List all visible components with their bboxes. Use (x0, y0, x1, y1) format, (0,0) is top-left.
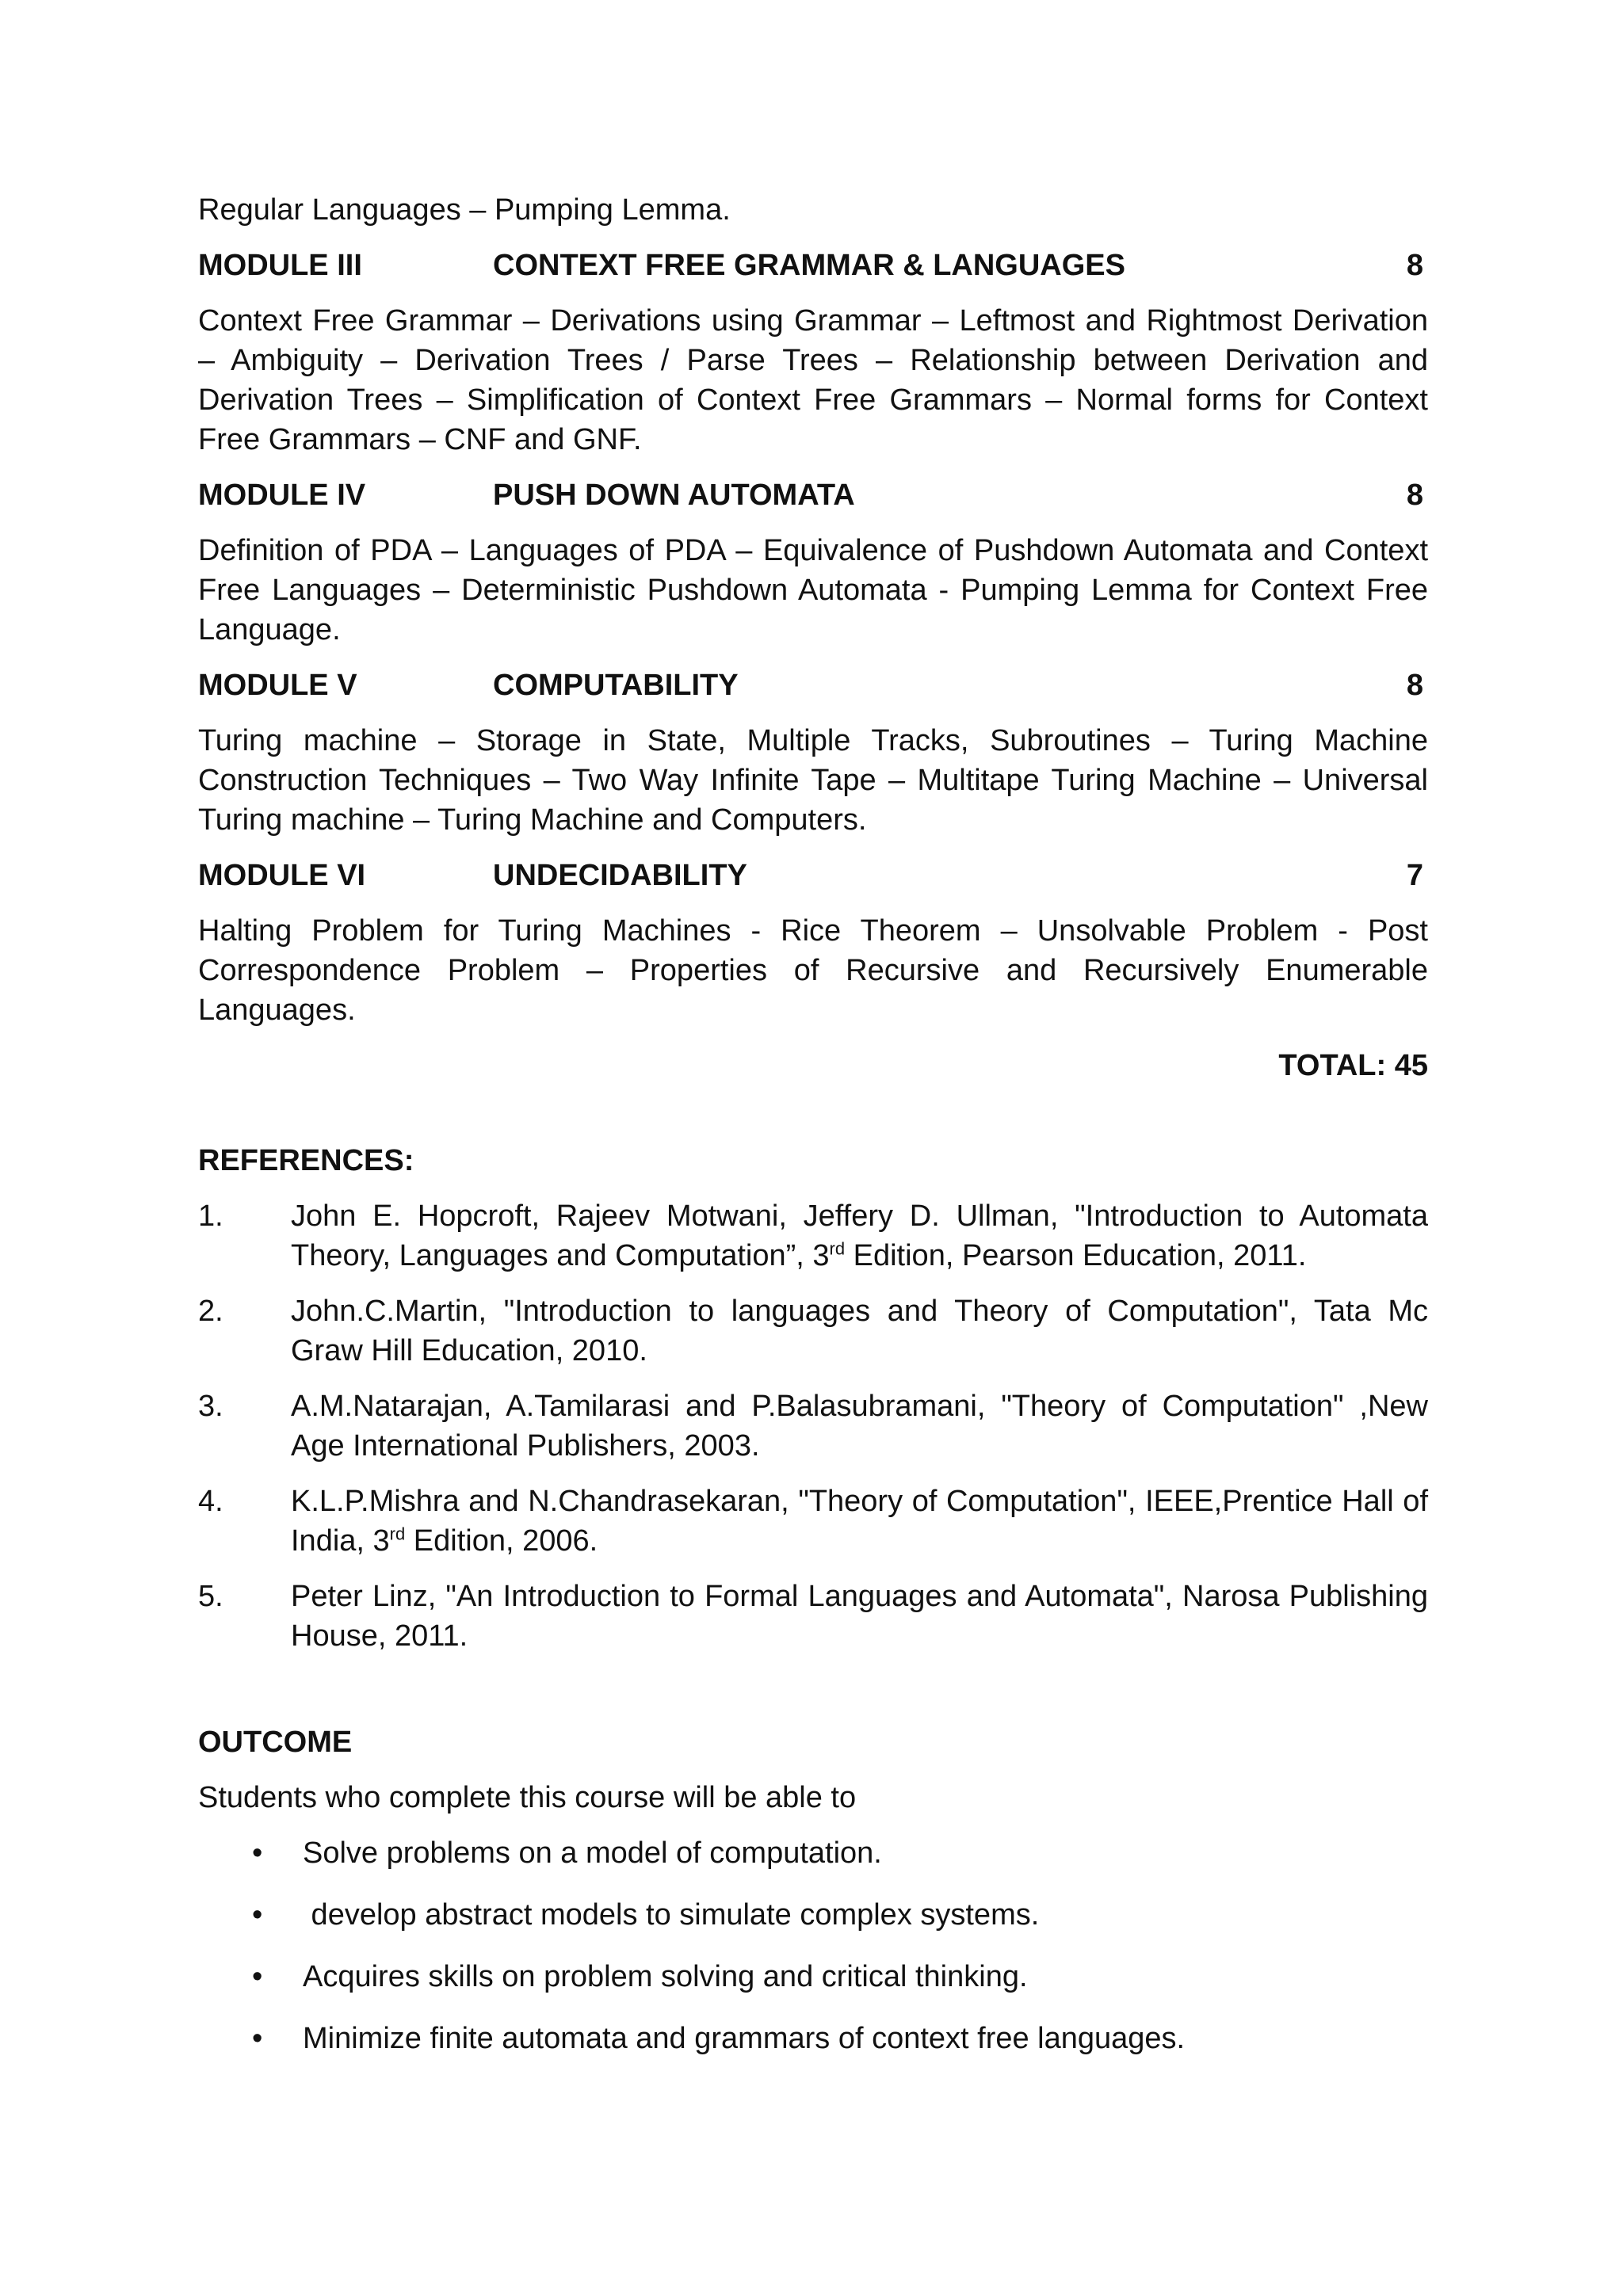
outcome-text: Acquires skills on problem solving and critical thinking. (303, 1960, 1028, 1993)
outcome-item (198, 1957, 1428, 1997)
reference-item (198, 1291, 1428, 1371)
module-number: MODULE IV (198, 479, 366, 512)
outcome-item (198, 1895, 1428, 1935)
bullet-icon: • (252, 1960, 263, 1993)
bullet-icon: • (252, 1898, 263, 1932)
reference-text-tail: Edition, 2006. (405, 1524, 598, 1558)
total-hours: TOTAL: 45 (1278, 1049, 1428, 1082)
reference-item (198, 1482, 1428, 1561)
reference-item (198, 1196, 1428, 1276)
module-hours: 8 (1406, 249, 1423, 282)
module-number: MODULE VI (198, 859, 366, 892)
reference-item (198, 1386, 1428, 1466)
module-heading (198, 666, 1428, 705)
outcome-item (198, 2019, 1428, 2058)
module-heading (198, 475, 1428, 515)
reference-text-main: John.C.Martin, "Introduction to languages and Theory of Computation", Tata Mc Graw Hill Education, 2010. (291, 1295, 1428, 1367)
reference-text-main: K.L.P.Mishra and N.Chandrasekaran, "Theory of Computation", IEEE,Prentice Hall of India, 3 (291, 1485, 1428, 1558)
outcome-text: Solve problems on a model of computation. (303, 1836, 882, 1870)
module-body: Halting Problem for Turing Machines - Rice Theorem – Unsolvable Problem - Post Correspondence Problem – Properties of Recursive and Recursively Enumerable Languages. (198, 914, 1428, 1027)
intro-line: Regular Languages – Pumping Lemma. (198, 193, 731, 227)
reference-text-main: A.M.Natarajan, A.Tamilarasi and P.Balasubramani, "Theory of Computation" ,New Age International Publishers, 2003. (291, 1390, 1428, 1463)
reference-text-tail: Edition, Pearson Education, 2011. (845, 1239, 1307, 1272)
module-hours: 7 (1406, 859, 1423, 892)
superscript: rd (389, 1524, 406, 1544)
module-title: PUSH DOWN AUTOMATA (493, 479, 855, 512)
references-list (198, 1196, 1428, 1656)
bullet-icon: • (252, 2022, 263, 2055)
module-heading (198, 856, 1428, 895)
module-title: UNDECIDABILITY (493, 859, 747, 892)
module-title: COMPUTABILITY (493, 669, 739, 702)
reference-text-main: Peter Linz, "An Introduction to Formal Languages and Automata", Narosa Publishing House, 2011. (291, 1580, 1428, 1653)
outcome-text: develop abstract models to simulate complex systems. (303, 1898, 1040, 1932)
module-hours: 8 (1406, 669, 1423, 702)
reference-number: 3. (198, 1390, 223, 1423)
module-body: Turing machine – Storage in State, Multiple Tracks, Subroutines – Turing Machine Construction Techniques – Two Way Infinite Tape – Multitape Turing Machine – Universal Turing machine – Turing Machine and Computers. (198, 724, 1428, 837)
module-body: Definition of PDA – Languages of PDA – Equivalence of Pushdown Automata and Context Free Languages – Deterministic Pushdown Automata - Pumping Lemma for Context Free Language. (198, 534, 1428, 646)
outcome-heading: OUTCOME (198, 1726, 353, 1759)
reference-text (291, 1386, 1428, 1466)
reference-text-main: John E. Hopcroft, Rajeev Motwani, Jeffery D. Ullman, "Introduction to Automata Theory, Languages and Computation”, 3 (291, 1199, 1428, 1272)
reference-number: 2. (198, 1295, 223, 1328)
reference-item (198, 1577, 1428, 1656)
module-number: MODULE III (198, 249, 362, 282)
outcome-intro: Students who complete this course will be able to (198, 1781, 857, 1814)
module-number: MODULE V (198, 669, 357, 702)
module-body: Context Free Grammar – Derivations using Grammar – Leftmost and Rightmost Derivation – Ambiguity – Derivation Trees / Parse Trees – Relationship between Derivation and Derivation Trees – Simplification of Context Free Grammars – Normal forms for Context Free Grammars – CNF and GNF. (198, 304, 1428, 456)
module-hours: 8 (1406, 479, 1423, 512)
reference-text (291, 1196, 1428, 1276)
bullet-icon: • (252, 1836, 263, 1870)
reference-number: 4. (198, 1485, 223, 1518)
outcome-list (198, 1833, 1428, 2058)
document-page (198, 190, 1428, 2081)
reference-number: 5. (198, 1580, 223, 1613)
outcome-text: Minimize finite automata and grammars of context free languages. (303, 2022, 1186, 2055)
superscript: rd (829, 1238, 846, 1259)
outcome-item (198, 1833, 1428, 1873)
references-heading: REFERENCES: (198, 1144, 414, 1177)
reference-text (291, 1291, 1428, 1371)
reference-number: 1. (198, 1199, 223, 1233)
reference-text (291, 1577, 1428, 1656)
module-title: CONTEXT FREE GRAMMAR & LANGUAGES (493, 249, 1125, 282)
module-heading (198, 246, 1428, 285)
reference-text (291, 1482, 1428, 1561)
